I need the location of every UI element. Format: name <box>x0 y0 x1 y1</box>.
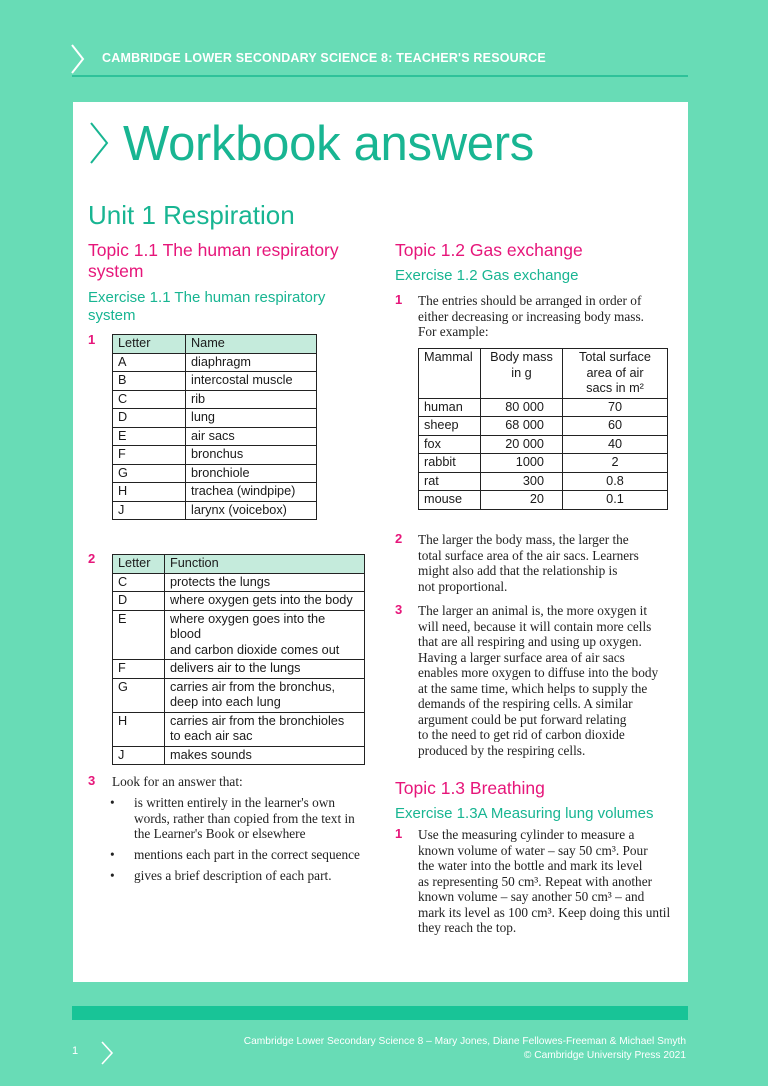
table-cell: where oxygen goes into the blood and carbon dioxide comes out <box>165 610 365 660</box>
table-cell: F <box>113 660 165 679</box>
mammal-table <box>418 348 668 510</box>
running-header: CAMBRIDGE LOWER SECONDARY SCIENCE 8: TEACHER'S RESOURCE <box>102 51 546 65</box>
table-cell: bronchus <box>186 446 317 465</box>
table-cell: larynx (voicebox) <box>186 501 317 520</box>
bullet-item: • mentions each part in the correct sequence <box>110 847 360 862</box>
topic-heading-1-2: Topic 1.2 Gas exchange <box>395 240 583 260</box>
table-cell: F <box>113 446 186 465</box>
table-cell: mouse <box>419 491 481 510</box>
table-cell: human <box>419 398 481 417</box>
table-cell: 0.8 <box>563 472 668 491</box>
question-number: 1 <box>88 332 96 347</box>
table-cell: J <box>113 501 186 520</box>
table-cell: 1000 <box>481 454 563 473</box>
table-row <box>113 592 365 611</box>
table-cell: carries air from the bronchioles to each air sac <box>165 712 365 746</box>
table-row <box>113 660 365 679</box>
table-row <box>113 610 365 660</box>
table-row <box>113 678 365 712</box>
table-cell: B <box>113 372 186 391</box>
bullet-item: • gives a brief description of each part. <box>110 868 332 883</box>
question-number: 3 <box>88 773 96 788</box>
table-row <box>113 353 317 372</box>
letter-function-table <box>112 554 365 765</box>
column-header: Function <box>165 555 365 574</box>
table-row <box>113 501 317 520</box>
table-row <box>113 427 317 446</box>
topic-heading-1-3: Topic 1.3 Breathing <box>395 778 545 798</box>
column-header: Body mass in g <box>481 349 563 399</box>
column-header: Name <box>186 335 317 354</box>
table-row <box>419 417 668 436</box>
table-cell: protects the lungs <box>165 573 365 592</box>
table-cell: fox <box>419 435 481 454</box>
answer-text: The entries should be arranged in order of either decreasing or increasing body mass. For example: <box>418 293 644 339</box>
footer-band <box>72 1006 688 1020</box>
question-number: 2 <box>88 551 96 566</box>
table-cell: bronchiole <box>186 464 317 483</box>
table-cell: 70 <box>563 398 668 417</box>
question-number: 2 <box>395 531 403 546</box>
table-cell: 80 000 <box>481 398 563 417</box>
table-cell: G <box>113 464 186 483</box>
table-cell: makes sounds <box>165 746 365 765</box>
question-number: 3 <box>395 602 403 617</box>
footer-copyright: © Cambridge University Press 2021 <box>523 1050 686 1061</box>
column-header: Mammal <box>419 349 481 399</box>
table-cell: trachea (windpipe) <box>186 483 317 502</box>
exercise-heading-1-2: Exercise 1.2 Gas exchange <box>395 267 579 284</box>
table-cell: carries air from the bronchus, deep into each lung <box>165 678 365 712</box>
table-row <box>113 483 317 502</box>
table-cell: sheep <box>419 417 481 436</box>
table-row <box>113 390 317 409</box>
table-row <box>113 409 317 428</box>
table-cell: 2 <box>563 454 668 473</box>
chevron-right-icon <box>100 1040 114 1066</box>
topic-heading-1-1: Topic 1.1 The human respiratory system <box>88 240 339 281</box>
table-cell: E <box>113 610 165 660</box>
table-cell: 40 <box>563 435 668 454</box>
table-cell: rib <box>186 390 317 409</box>
chevron-right-icon <box>68 42 88 76</box>
column-header: Total surface area of air sacs in m² <box>563 349 668 399</box>
question-number: 1 <box>395 292 403 307</box>
page-title: Workbook answers <box>123 117 534 171</box>
table-row <box>113 712 365 746</box>
answer-text: Use the measuring cylinder to measure a known volume of water – say 50 cm³. Pour the water into the bottle and mark its level as representing 50 cm³. Repeat with another known volume – say another 50 cm³ – and mark its level as 100 cm³. Keep doing this until they reach the top. <box>418 827 671 935</box>
table-cell: A <box>113 353 186 372</box>
table-cell: D <box>113 409 186 428</box>
table-row <box>113 372 317 391</box>
answer-text: The larger the body mass, the larger the total surface area of the air sacs. Learners might also add that the relationship is not proportional. <box>418 532 639 594</box>
table-cell: rat <box>419 472 481 491</box>
table-row <box>113 446 317 465</box>
table-cell: where oxygen gets into the body <box>165 592 365 611</box>
table-cell: 20 000 <box>481 435 563 454</box>
table-cell: E <box>113 427 186 446</box>
table-cell: delivers air to the lungs <box>165 660 365 679</box>
column-header: Letter <box>113 335 186 354</box>
table-cell: diaphragm <box>186 353 317 372</box>
table-cell: C <box>113 390 186 409</box>
table-row <box>419 472 668 491</box>
table-cell: 300 <box>481 472 563 491</box>
letter-name-table <box>112 334 317 520</box>
bullet-item: • is written entirely in the learner's own words, rather than copied from the text in the Learner's Book or elsewhere <box>110 795 355 841</box>
page-number: 1 <box>72 1045 79 1057</box>
table-cell: 60 <box>563 417 668 436</box>
table-cell: 68 000 <box>481 417 563 436</box>
table-cell: 20 <box>481 491 563 510</box>
exercise-heading-1-1: Exercise 1.1 The human respiratory system <box>88 289 326 324</box>
table-row <box>419 435 668 454</box>
table-cell: H <box>113 712 165 746</box>
table-cell: H <box>113 483 186 502</box>
table-row <box>113 573 365 592</box>
table-cell: J <box>113 746 165 765</box>
table-cell: C <box>113 573 165 592</box>
unit-heading: Unit 1 Respiration <box>88 200 295 230</box>
table-cell: G <box>113 678 165 712</box>
question-number: 1 <box>395 826 403 841</box>
table-cell: rabbit <box>419 454 481 473</box>
table-cell: 0.1 <box>563 491 668 510</box>
column-header: Letter <box>113 555 165 574</box>
table-cell: D <box>113 592 165 611</box>
table-row <box>113 464 317 483</box>
table-row <box>113 746 365 765</box>
footer-credits: Cambridge Lower Secondary Science 8 – Mary Jones, Diane Fellowes-Freeman & Michael Smyth <box>243 1036 686 1047</box>
answer-text: Look for an answer that: <box>112 774 243 789</box>
table-row <box>419 454 668 473</box>
exercise-heading-1-3a: Exercise 1.3A Measuring lung volumes <box>395 805 654 822</box>
chevron-right-icon <box>88 121 110 165</box>
table-cell: lung <box>186 409 317 428</box>
header-rule <box>72 75 688 77</box>
table-row <box>419 398 668 417</box>
answer-text: The larger an animal is, the more oxygen it will need, because it will contain more cells that are all respiring and using up oxygen. Having a larger surface area of air sacs enables more oxygen to diffuse into the body at the same time, which helps to supply the demands of the respiring cells. A similar argument could be put forward relating to the need to get rid of carbon dioxide produced by the respiring cells. <box>418 603 659 758</box>
table-cell: intercostal muscle <box>186 372 317 391</box>
table-row <box>419 491 668 510</box>
table-cell: air sacs <box>186 427 317 446</box>
